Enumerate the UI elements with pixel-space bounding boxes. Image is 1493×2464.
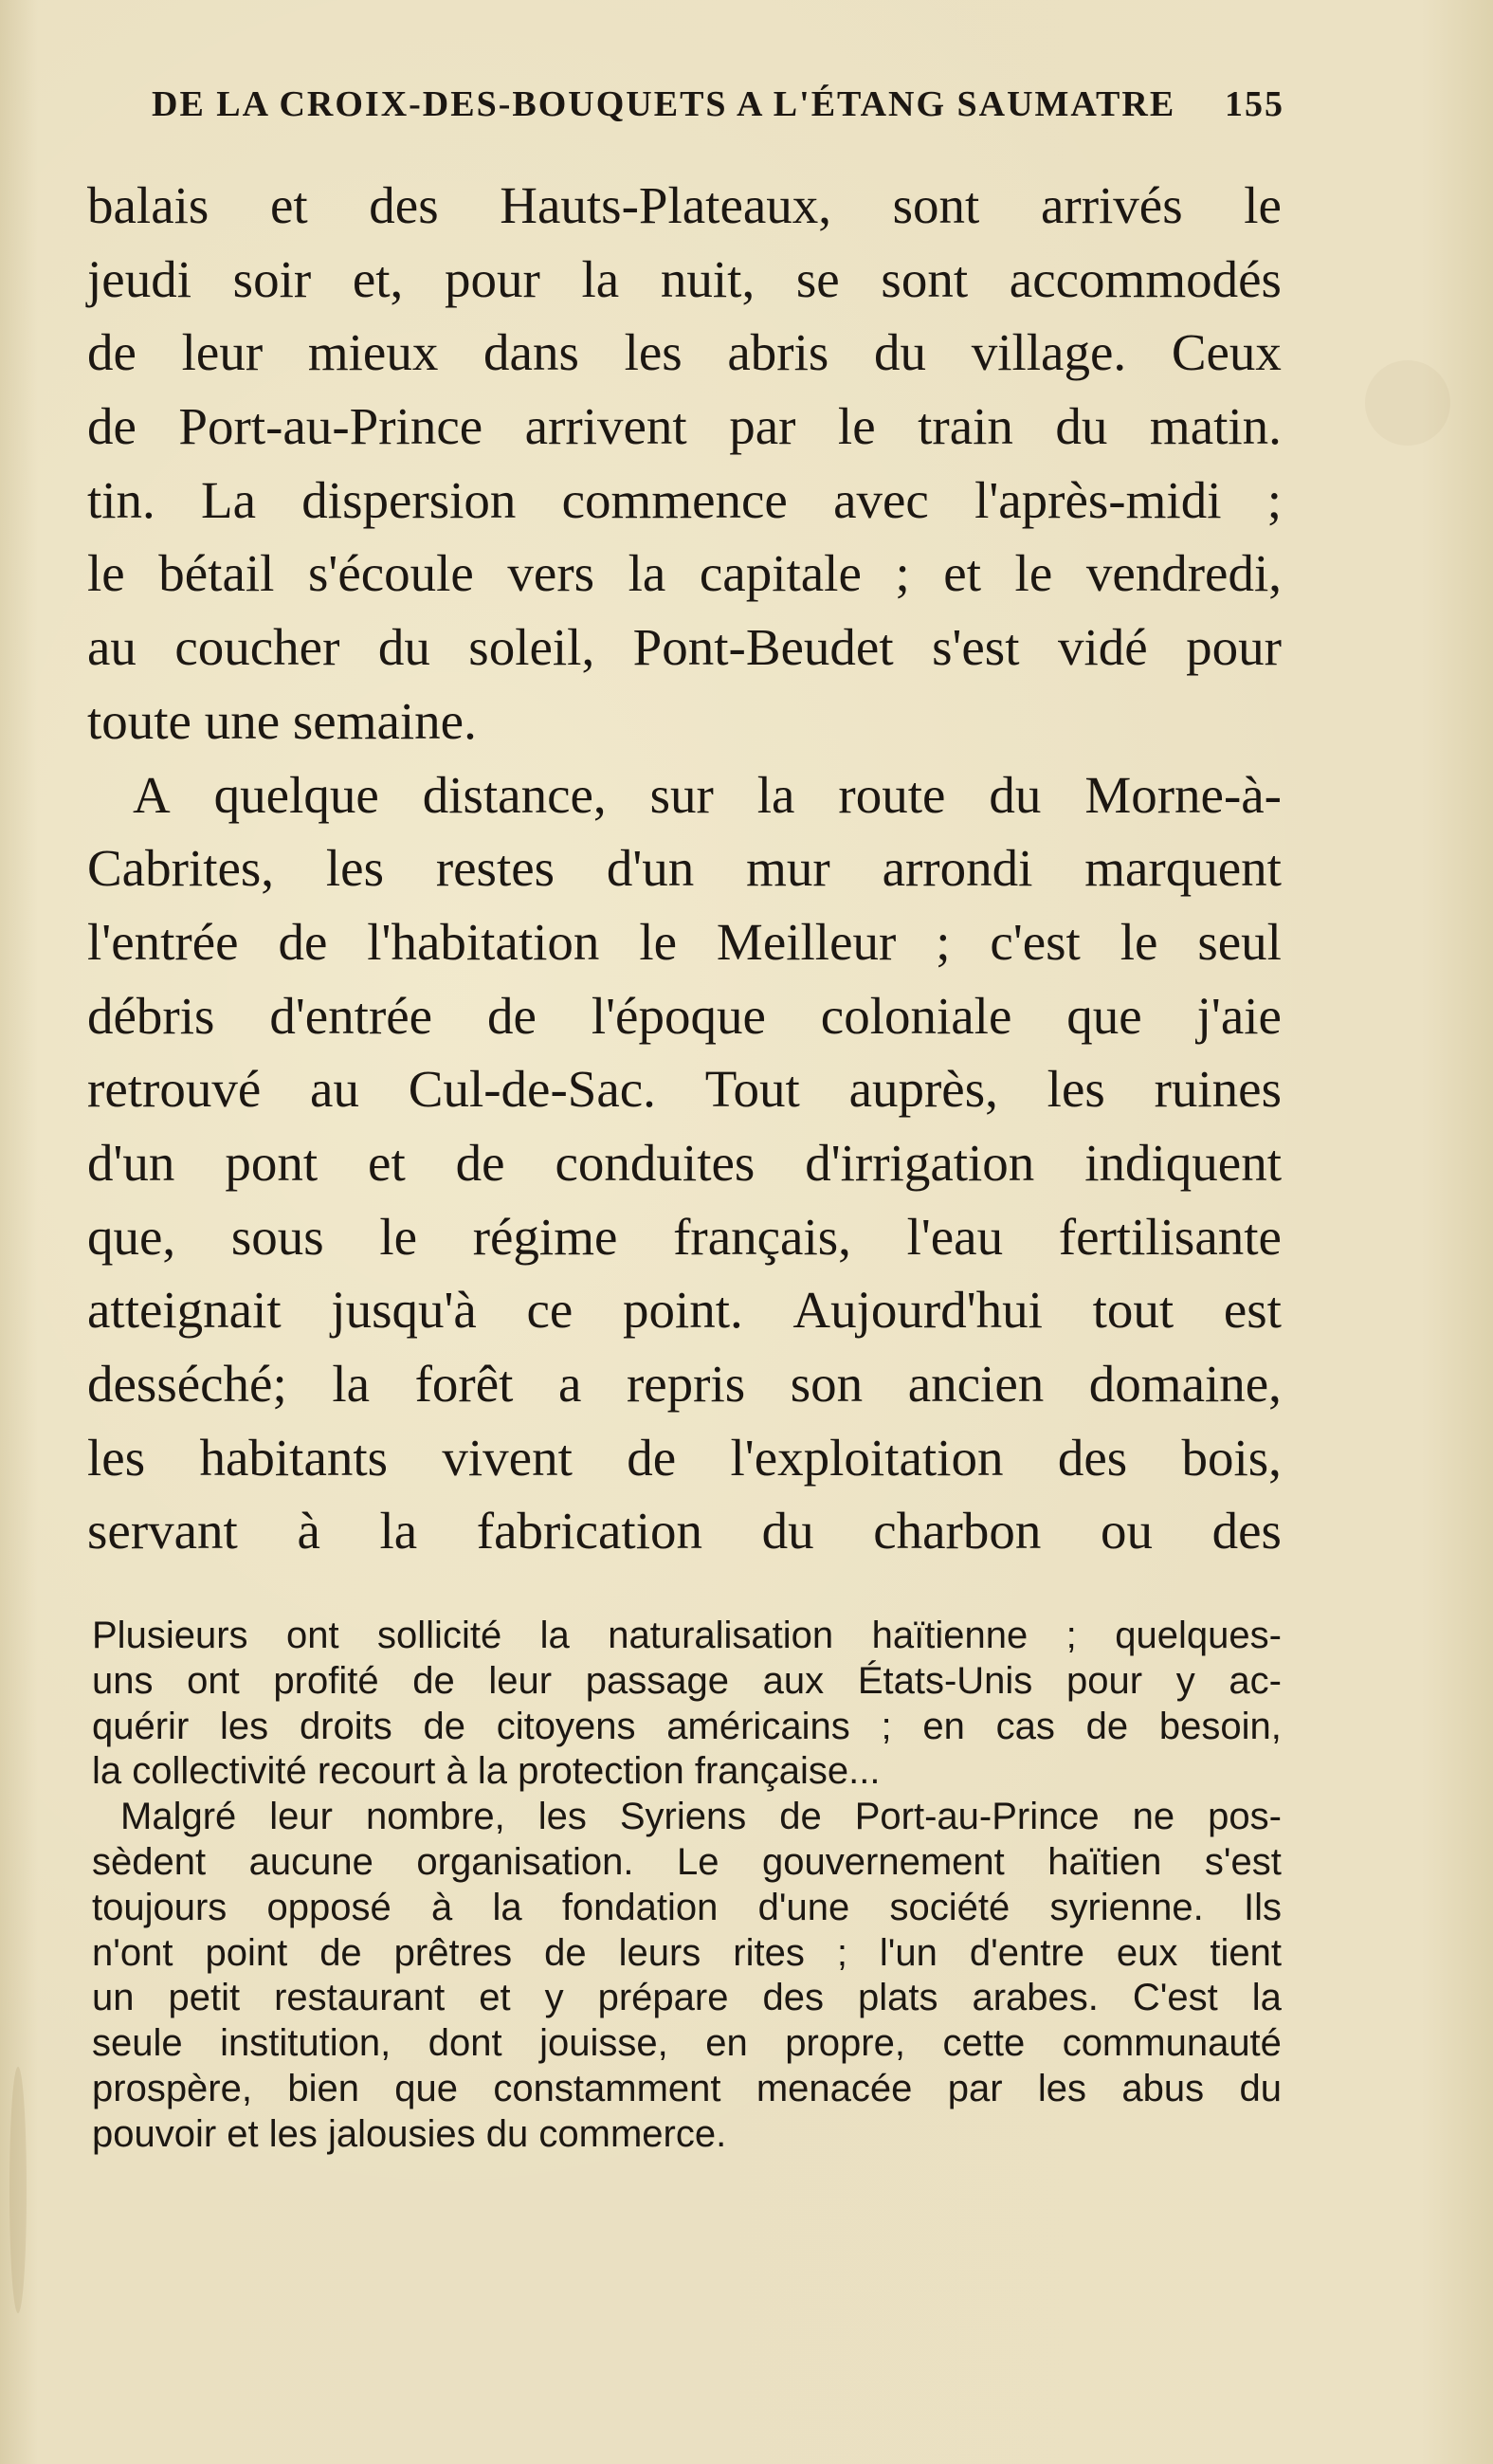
- word: ruines: [1154, 1060, 1282, 1119]
- word: sèdent: [92, 1840, 207, 1883]
- word: régime: [472, 1207, 618, 1266]
- word: coucher: [174, 618, 340, 677]
- word: d'entre: [969, 1931, 1084, 1974]
- word: uns: [92, 1659, 154, 1702]
- word: d'irrigation: [805, 1133, 1035, 1192]
- word: Ils: [1243, 1886, 1282, 1928]
- text-line: [87, 1273, 1282, 1347]
- word: par: [729, 397, 796, 456]
- word: organisation.: [416, 1840, 634, 1883]
- word: matin.: [1149, 397, 1282, 456]
- text-line: [87, 537, 1282, 611]
- word: ac-: [1229, 1659, 1282, 1702]
- word: l'exploitation: [730, 1428, 1004, 1487]
- word: le: [379, 1207, 418, 1266]
- text-line: [87, 1421, 1282, 1495]
- word: de: [1085, 1705, 1129, 1747]
- word: quelques-: [1115, 1615, 1282, 1656]
- word: et: [269, 176, 308, 234]
- word: États-Unis: [857, 1659, 1033, 1702]
- word: besoin,: [1158, 1705, 1282, 1747]
- word: haïtien: [1047, 1840, 1162, 1883]
- word: charbon: [873, 1502, 1042, 1561]
- word: s'écoule: [308, 544, 474, 603]
- word: d'un: [87, 1133, 175, 1192]
- word: cas: [995, 1705, 1055, 1747]
- text-line: [87, 758, 1282, 832]
- word: route: [838, 765, 946, 824]
- word: du: [761, 1502, 814, 1561]
- footnote-line: [92, 1705, 1282, 1750]
- word: restes: [435, 839, 555, 898]
- text-line: [87, 169, 1282, 243]
- word: communauté: [1062, 2022, 1282, 2065]
- word: village.: [971, 323, 1127, 382]
- word: habitants: [199, 1428, 389, 1487]
- page-number: 155: [1225, 84, 1284, 124]
- word: fabrication: [476, 1502, 702, 1561]
- word: atteignait: [87, 1281, 282, 1340]
- word: l'habitation: [367, 912, 600, 971]
- word: de: [627, 1428, 677, 1487]
- text-line: [87, 243, 1282, 317]
- word: sont: [881, 249, 969, 308]
- word: la: [332, 1355, 371, 1413]
- word: ont: [187, 1659, 240, 1702]
- word: La: [201, 470, 257, 529]
- word: fertilisante: [1058, 1207, 1282, 1266]
- word: aux: [762, 1659, 825, 1702]
- footnote-line: [92, 2112, 1282, 2158]
- word: c'est: [990, 912, 1081, 971]
- word: fondation: [561, 1886, 719, 1928]
- footnote: [92, 1614, 1282, 2158]
- word: indiquent: [1084, 1133, 1282, 1192]
- word: train: [918, 397, 1013, 456]
- word: cette: [942, 2022, 1026, 2065]
- word: ;: [895, 544, 910, 603]
- word: aucune: [248, 1840, 373, 1883]
- word: les: [87, 1428, 146, 1487]
- running-title: DE LA CROIX-DES-BOUQUETS A L'ÉTANG SAUMATRE: [152, 84, 1176, 124]
- word: bien: [287, 2067, 359, 2109]
- footnote-line: [92, 2067, 1282, 2112]
- footnote-line: [92, 1795, 1282, 1840]
- word: conduites: [555, 1133, 756, 1192]
- word: syrienne.: [1049, 1886, 1204, 1928]
- word: Tout: [704, 1060, 800, 1119]
- word: vendredi,: [1085, 544, 1282, 603]
- word: les: [325, 839, 384, 898]
- word: jouisse,: [539, 2022, 668, 2065]
- word: des: [762, 1977, 824, 2019]
- word: domaine,: [1088, 1355, 1282, 1413]
- word: passage: [585, 1659, 729, 1702]
- word: Plusieurs: [92, 1615, 248, 1656]
- word: marquent: [1084, 839, 1282, 898]
- word: leur: [488, 1659, 553, 1702]
- word: l'entrée: [87, 912, 239, 971]
- word: s'est: [1204, 1840, 1282, 1883]
- word: prospère,: [92, 2067, 252, 2109]
- word: dispersion: [301, 470, 517, 529]
- text-line: [87, 1494, 1282, 1568]
- word: l'après-midi: [974, 470, 1222, 529]
- word: arrivés: [1040, 176, 1183, 234]
- text-line: [87, 1052, 1282, 1126]
- word: sur: [649, 765, 714, 824]
- word: vivent: [442, 1428, 573, 1487]
- word: profité: [273, 1659, 379, 1702]
- word: Port-au-Prince: [854, 1796, 1100, 1838]
- word: capitale: [699, 544, 862, 603]
- word: Pont-Beudet: [632, 618, 894, 677]
- footnote-line: [92, 1886, 1282, 1931]
- word: petit: [168, 1977, 241, 2019]
- word: droits: [299, 1705, 392, 1747]
- word: des: [1211, 1502, 1282, 1561]
- word: l'époque: [591, 986, 766, 1045]
- word: servant: [87, 1502, 238, 1561]
- word: tout: [1092, 1281, 1174, 1340]
- word: en: [705, 2022, 748, 2065]
- word: du: [1239, 2067, 1282, 2109]
- word: du: [1055, 397, 1108, 456]
- word: pos-: [1208, 1796, 1282, 1838]
- word: jusqu'à: [331, 1281, 477, 1340]
- word: commence: [561, 470, 788, 529]
- word: Syriens: [619, 1796, 747, 1838]
- word: dont: [428, 2022, 502, 2065]
- word: vers: [507, 544, 595, 603]
- text-line: [87, 390, 1282, 464]
- word: auprès,: [848, 1060, 998, 1119]
- word: en: [922, 1705, 965, 1747]
- running-header: [152, 83, 1284, 131]
- word: d'entrée: [269, 986, 433, 1045]
- word: de: [455, 1133, 505, 1192]
- word: américains: [666, 1705, 850, 1747]
- word: des: [369, 176, 439, 234]
- word: d'un: [606, 839, 695, 898]
- text-line: [87, 611, 1282, 684]
- word: la: [539, 1615, 570, 1656]
- word: constamment: [493, 2067, 721, 2109]
- text-line: [87, 464, 1282, 538]
- word: eux: [1116, 1931, 1178, 1974]
- word: de: [87, 397, 137, 456]
- main-text: [87, 169, 1282, 1568]
- text-line: [87, 684, 1282, 758]
- text-line: [87, 905, 1282, 979]
- word: plats: [857, 1977, 938, 2019]
- word: d'une: [757, 1886, 850, 1928]
- word: nuit,: [660, 249, 756, 308]
- word: arrivent: [524, 397, 687, 456]
- word: leur: [181, 323, 264, 382]
- word: ou: [1100, 1502, 1153, 1561]
- word: pour: [1186, 618, 1282, 677]
- text-line: [87, 316, 1282, 390]
- word: sous: [230, 1207, 324, 1266]
- word: Aujourd'hui: [792, 1281, 1043, 1340]
- word: de: [779, 1796, 822, 1838]
- word: que,: [87, 1207, 176, 1266]
- word: quérir: [92, 1705, 190, 1747]
- word: l'eau: [906, 1207, 1004, 1266]
- word: français,: [673, 1207, 851, 1266]
- paper-stain: [1365, 360, 1450, 446]
- word: de: [278, 912, 328, 971]
- word: C'est: [1132, 1977, 1218, 2019]
- line-text: pouvoir et les jalousies du commerce.: [92, 2112, 727, 2155]
- footnote-line: [92, 1840, 1282, 1886]
- word: institution,: [220, 2022, 391, 2065]
- text-line: [87, 1200, 1282, 1274]
- word: soleil,: [468, 618, 595, 677]
- word: vidé: [1057, 618, 1148, 677]
- word: propre,: [785, 2022, 905, 2065]
- word: mur: [746, 839, 830, 898]
- word: des: [1057, 1428, 1128, 1487]
- word: Cabrites,: [87, 839, 275, 898]
- word: son: [790, 1355, 864, 1413]
- word: prêtres: [393, 1931, 513, 1974]
- word: a: [557, 1355, 582, 1413]
- word: menacée: [756, 2067, 913, 2109]
- line-text: toute une semaine.: [87, 691, 477, 750]
- word: nombre,: [365, 1796, 505, 1838]
- word: société: [889, 1886, 1011, 1928]
- word: n'ont: [92, 1931, 173, 1974]
- word: Malgré: [120, 1796, 237, 1838]
- word: Ceux: [1171, 323, 1282, 382]
- word: j'aie: [1196, 986, 1282, 1045]
- word: desséché;: [87, 1355, 287, 1413]
- word: y: [544, 1977, 564, 2019]
- word: distance,: [422, 765, 607, 824]
- word: la: [1251, 1977, 1282, 2019]
- word: le: [1244, 176, 1282, 234]
- word: s'est: [932, 618, 1020, 677]
- word: seule: [92, 2022, 183, 2065]
- word: du: [874, 323, 926, 382]
- word: haïtienne: [871, 1615, 1029, 1656]
- word: seul: [1197, 912, 1282, 971]
- footnote-line: [92, 1614, 1282, 1659]
- line-text: la collectivité recourt à la protection française...: [92, 1750, 881, 1793]
- word: ;: [936, 912, 951, 971]
- text-line: [87, 979, 1282, 1053]
- word: que: [1066, 986, 1142, 1045]
- word: le: [1014, 544, 1053, 603]
- word: ;: [881, 1705, 892, 1747]
- word: à: [297, 1502, 320, 1561]
- word: gouvernement: [762, 1840, 1005, 1883]
- word: ont: [285, 1615, 339, 1656]
- word: le: [837, 397, 876, 456]
- word: dans: [483, 323, 579, 382]
- word: de: [544, 1931, 587, 1974]
- word: pont: [225, 1133, 319, 1192]
- word: pour: [1065, 1659, 1143, 1702]
- text-line: [87, 1126, 1282, 1200]
- word: du: [377, 618, 430, 677]
- word: sont: [892, 176, 980, 234]
- footnote-line: [92, 1931, 1282, 1977]
- footnote-line: [92, 2021, 1282, 2067]
- word: A: [133, 765, 171, 824]
- word: un: [92, 1977, 135, 2019]
- word: à: [430, 1886, 453, 1928]
- text-line: [87, 831, 1282, 905]
- word: abus: [1121, 2067, 1205, 2109]
- word: opposé: [266, 1886, 391, 1928]
- word: et: [368, 1133, 406, 1192]
- word: du: [989, 765, 1042, 824]
- word: leurs: [618, 1931, 701, 1974]
- word: quelque: [213, 765, 379, 824]
- footnote-line: [92, 1976, 1282, 2021]
- word: Hauts-Plateaux,: [500, 176, 832, 234]
- text-line: [87, 1347, 1282, 1421]
- word: Cul-de-Sac.: [408, 1060, 656, 1119]
- word: les: [1037, 2067, 1087, 2109]
- word: rites: [733, 1931, 805, 1974]
- word: restaurant: [274, 1977, 446, 2019]
- word: coloniale: [820, 986, 1012, 1045]
- word: le: [1120, 912, 1158, 971]
- word: de: [87, 323, 137, 382]
- word: pour: [445, 249, 540, 308]
- word: débris: [87, 986, 215, 1045]
- word: point.: [622, 1281, 743, 1340]
- word: l'un: [879, 1931, 938, 1974]
- word: la: [628, 544, 666, 603]
- word: prépare: [597, 1977, 729, 2019]
- word: se: [795, 249, 840, 308]
- word: et,: [352, 249, 404, 308]
- word: accommodés: [1009, 249, 1282, 308]
- word: ne: [1132, 1796, 1175, 1838]
- word: les: [1047, 1060, 1105, 1119]
- word: tient: [1210, 1931, 1282, 1974]
- word: le: [639, 912, 678, 971]
- word: bétail: [158, 544, 275, 603]
- word: que: [394, 2067, 459, 2109]
- word: arabes.: [972, 1977, 1099, 2019]
- word: les: [537, 1796, 587, 1838]
- word: et: [479, 1977, 511, 2019]
- word: les: [220, 1705, 269, 1747]
- word: est: [1223, 1281, 1282, 1340]
- word: ;: [836, 1931, 847, 1974]
- word: Morne-à-: [1084, 765, 1282, 824]
- footnote-line: [92, 1749, 1282, 1795]
- word: et: [943, 544, 981, 603]
- word: par: [947, 2067, 1003, 2109]
- word: Le: [676, 1840, 719, 1883]
- word: citoyens: [496, 1705, 636, 1747]
- word: abris: [727, 323, 829, 382]
- word: arrondi: [882, 839, 1033, 898]
- word: leur: [269, 1796, 333, 1838]
- word: soir: [232, 249, 312, 308]
- word: point: [205, 1931, 288, 1974]
- word: Port-au-Prince: [178, 397, 483, 456]
- word: les: [624, 323, 683, 382]
- word: de: [319, 1931, 362, 1974]
- word: toujours: [92, 1886, 228, 1928]
- word: retrouvé: [87, 1060, 262, 1119]
- word: jeudi: [87, 249, 191, 308]
- word: balais: [87, 176, 209, 234]
- word: ;: [1266, 470, 1282, 529]
- word: la: [581, 249, 620, 308]
- word: la: [756, 765, 795, 824]
- word: de: [412, 1659, 455, 1702]
- word: ancien: [907, 1355, 1045, 1413]
- word: le: [87, 544, 125, 603]
- word: Meilleur: [716, 912, 897, 971]
- word: ;: [1065, 1615, 1077, 1656]
- footnote-line: [92, 1659, 1282, 1705]
- word: tin.: [87, 470, 155, 529]
- word: au: [87, 618, 137, 677]
- word: y: [1175, 1659, 1195, 1702]
- word: la: [379, 1502, 418, 1561]
- word: avec: [833, 470, 929, 529]
- word: de: [487, 986, 537, 1045]
- paper-stain: [9, 2067, 27, 2313]
- word: au: [310, 1060, 359, 1119]
- word: de: [423, 1705, 466, 1747]
- word: ce: [526, 1281, 574, 1340]
- word: sollicité: [377, 1615, 502, 1656]
- word: forêt: [414, 1355, 514, 1413]
- word: mieux: [307, 323, 439, 382]
- word: repris: [626, 1355, 746, 1413]
- word: la: [492, 1886, 522, 1928]
- word: bois,: [1181, 1428, 1282, 1487]
- word: naturalisation: [608, 1615, 834, 1656]
